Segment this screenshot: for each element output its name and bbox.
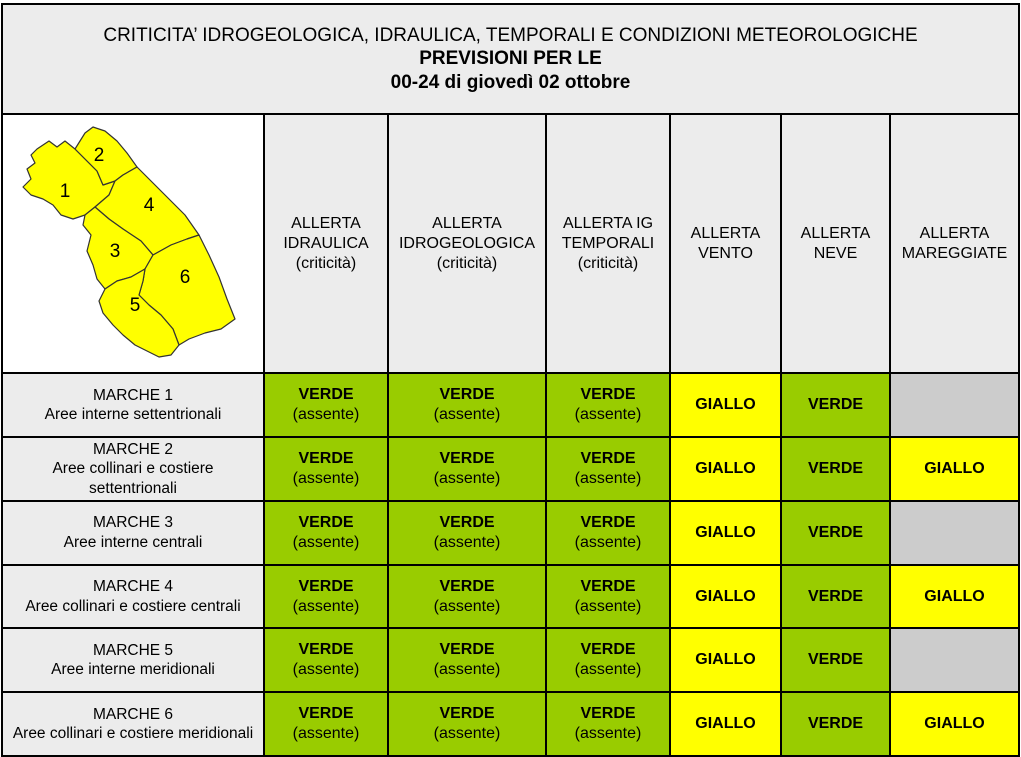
alert-level-note: (assente) bbox=[433, 406, 501, 424]
alert-level-cell bbox=[781, 692, 890, 756]
alert-level-cell bbox=[670, 565, 781, 629]
alert-level-label: VERDE bbox=[439, 386, 495, 404]
alert-level-label: VERDE bbox=[807, 651, 864, 669]
zone-name-cell bbox=[2, 437, 264, 501]
bulletin-title bbox=[2, 4, 1019, 114]
alert-level-label: GIALLO bbox=[695, 587, 756, 605]
column-header-text: ALLERTA bbox=[690, 224, 761, 242]
alert-level-note: (assente) bbox=[433, 470, 501, 488]
zone-name-cell bbox=[2, 628, 264, 692]
column-header-text: ALLERTA bbox=[800, 224, 871, 242]
title-line-1: CRITICITA’ IDROGEOLOGICA, IDRAULICA, TEMPORALI E CONDIZIONI METEOROLOGICHE bbox=[103, 24, 918, 46]
alert-level-label: VERDE bbox=[807, 587, 864, 605]
zone-row bbox=[2, 692, 1019, 756]
title-line-2: PREVISIONI PER LE bbox=[419, 48, 602, 70]
zone-name-text: MARCHE 2 bbox=[92, 440, 174, 458]
alert-level-label: VERDE bbox=[439, 450, 495, 468]
alert-level-label: VERDE bbox=[580, 577, 636, 595]
alert-level-note: (assente) bbox=[433, 533, 501, 551]
column-header-text: (criticità) bbox=[436, 254, 498, 272]
alert-level-cell bbox=[670, 373, 781, 437]
title-line-3: 00-24 di giovedì 02 ottobre bbox=[390, 72, 631, 94]
alert-level-label: VERDE bbox=[298, 641, 354, 659]
alert-level-note: (assente) bbox=[433, 597, 501, 615]
alert-level-label: VERDE bbox=[807, 715, 864, 733]
header-row bbox=[2, 114, 1019, 373]
zone-name-cell bbox=[2, 565, 264, 629]
column-header-text: VENTO bbox=[698, 244, 753, 262]
alert-level-label: GIALLO bbox=[924, 715, 985, 733]
zone-name-text: Aree collinari e costiere centrali bbox=[25, 597, 241, 615]
alert-level-label: VERDE bbox=[298, 386, 354, 404]
alert-level-cell bbox=[546, 565, 670, 629]
map-label-4: 4 bbox=[143, 194, 155, 216]
column-header-text: TEMPORALI bbox=[561, 234, 655, 252]
alert-level-label: VERDE bbox=[298, 450, 354, 468]
map-label-3: 3 bbox=[109, 240, 121, 262]
zone-name-text: MARCHE 4 bbox=[92, 578, 174, 596]
column-header-text: NEVE bbox=[813, 244, 858, 262]
alert-level-cell bbox=[890, 692, 1019, 756]
alert-level-cell bbox=[546, 501, 670, 565]
alert-level-label: VERDE bbox=[807, 460, 864, 478]
alert-level-label: VERDE bbox=[298, 705, 354, 723]
zone-name-text: Aree collinari e costiere bbox=[52, 460, 214, 478]
alert-level-cell bbox=[890, 437, 1019, 501]
alert-level-cell bbox=[890, 373, 1019, 437]
alert-level-cell bbox=[388, 501, 546, 565]
alert-level-label: VERDE bbox=[580, 641, 636, 659]
marche-zones-map bbox=[13, 119, 253, 369]
zone-name-text: MARCHE 1 bbox=[92, 386, 174, 404]
alert-level-cell bbox=[781, 565, 890, 629]
alert-level-note: (assente) bbox=[433, 725, 501, 743]
alert-level-label: GIALLO bbox=[695, 460, 756, 478]
alert-level-label: VERDE bbox=[807, 523, 864, 541]
zone-name-text: Aree interne settentrionali bbox=[44, 406, 222, 424]
alert-level-note: (assente) bbox=[292, 533, 360, 551]
zone-name-text: MARCHE 5 bbox=[92, 641, 174, 659]
alert-level-cell bbox=[781, 437, 890, 501]
column-header-6 bbox=[890, 114, 1019, 373]
alert-level-label: VERDE bbox=[439, 577, 495, 595]
alert-level-cell bbox=[388, 628, 546, 692]
alert-level-label: GIALLO bbox=[695, 651, 756, 669]
map-label-6: 6 bbox=[179, 266, 191, 288]
column-header-text: ALLERTA bbox=[919, 224, 990, 242]
alert-level-label: VERDE bbox=[439, 705, 495, 723]
column-header-text: ALLERTA bbox=[432, 214, 502, 232]
alert-level-cell bbox=[388, 692, 546, 756]
alert-level-cell bbox=[670, 501, 781, 565]
column-header-text: (criticità) bbox=[577, 254, 639, 272]
zone-name-text: settentrionali bbox=[89, 479, 177, 497]
alert-level-label: VERDE bbox=[298, 577, 354, 595]
alert-level-cell bbox=[388, 437, 546, 501]
alert-level-note: (assente) bbox=[292, 725, 360, 743]
alert-level-label: VERDE bbox=[439, 641, 495, 659]
title-row bbox=[2, 4, 1019, 114]
column-header-5 bbox=[781, 114, 890, 373]
zone-row bbox=[2, 565, 1019, 629]
alert-level-cell bbox=[546, 373, 670, 437]
alert-level-cell bbox=[388, 565, 546, 629]
zone-map-cell bbox=[2, 114, 264, 373]
column-header-text: IDRAULICA bbox=[283, 234, 369, 252]
alert-level-cell bbox=[546, 628, 670, 692]
alert-level-note: (assente) bbox=[574, 533, 642, 551]
column-header-4 bbox=[670, 114, 781, 373]
alert-level-label: VERDE bbox=[580, 386, 636, 404]
alert-level-cell bbox=[781, 501, 890, 565]
alert-level-note: (assente) bbox=[574, 725, 642, 743]
alert-level-cell bbox=[670, 692, 781, 756]
zone-name-text: Aree interne meridionali bbox=[51, 661, 215, 679]
alert-level-label: GIALLO bbox=[924, 587, 985, 605]
alert-level-label: VERDE bbox=[580, 705, 636, 723]
alert-level-cell bbox=[546, 437, 670, 501]
zone-name-text: Aree collinari e costiere meridionali bbox=[12, 725, 254, 743]
alert-level-note: (assente) bbox=[292, 597, 360, 615]
column-header-text: MAREGGIATE bbox=[901, 244, 1008, 262]
map-label-2: 2 bbox=[93, 144, 105, 166]
column-header-text: IDROGEOLOGICA bbox=[398, 234, 536, 252]
zone-row bbox=[2, 501, 1019, 565]
zone-name-text: MARCHE 6 bbox=[92, 705, 174, 723]
zone-row bbox=[2, 373, 1019, 437]
alert-level-label: VERDE bbox=[439, 513, 495, 531]
alert-level-note: (assente) bbox=[433, 661, 501, 679]
alert-level-cell bbox=[670, 628, 781, 692]
alert-table bbox=[1, 3, 1020, 757]
alert-level-cell bbox=[264, 692, 388, 756]
alert-level-cell bbox=[264, 437, 388, 501]
alert-level-note: (assente) bbox=[292, 661, 360, 679]
alert-level-cell bbox=[781, 373, 890, 437]
alert-level-cell bbox=[890, 501, 1019, 565]
column-header-text: ALLERTA IG bbox=[562, 214, 654, 232]
alert-level-label: GIALLO bbox=[695, 396, 756, 414]
alert-level-cell bbox=[264, 628, 388, 692]
zone-name-text: Aree interne centrali bbox=[63, 533, 203, 551]
alert-level-cell bbox=[670, 437, 781, 501]
zone-row bbox=[2, 437, 1019, 501]
alert-level-label: VERDE bbox=[298, 513, 354, 531]
alert-level-cell bbox=[264, 565, 388, 629]
column-header-3 bbox=[546, 114, 670, 373]
alert-level-label: GIALLO bbox=[695, 715, 756, 733]
zone-name-cell bbox=[2, 692, 264, 756]
zone-name-cell bbox=[2, 373, 264, 437]
alert-level-label: VERDE bbox=[807, 396, 864, 414]
alert-level-label: VERDE bbox=[580, 513, 636, 531]
alert-level-cell bbox=[890, 628, 1019, 692]
map-label-5: 5 bbox=[129, 294, 141, 316]
zone-row bbox=[2, 628, 1019, 692]
alert-level-label: VERDE bbox=[580, 450, 636, 468]
alert-level-note: (assente) bbox=[574, 597, 642, 615]
column-header-text: ALLERTA bbox=[291, 214, 361, 232]
alert-level-cell bbox=[388, 373, 546, 437]
column-header-text: (criticità) bbox=[295, 254, 357, 272]
alert-level-label: GIALLO bbox=[924, 460, 985, 478]
alert-level-note: (assente) bbox=[574, 470, 642, 488]
alert-level-cell bbox=[264, 501, 388, 565]
map-label-1: 1 bbox=[59, 180, 71, 202]
alert-level-label: GIALLO bbox=[695, 523, 756, 541]
alert-level-cell bbox=[546, 692, 670, 756]
column-header-2 bbox=[388, 114, 546, 373]
alert-level-cell bbox=[890, 565, 1019, 629]
zone-name-cell bbox=[2, 501, 264, 565]
alert-level-note: (assente) bbox=[292, 470, 360, 488]
column-header-1 bbox=[264, 114, 388, 373]
alert-level-cell bbox=[264, 373, 388, 437]
alert-level-note: (assente) bbox=[292, 406, 360, 424]
alert-level-note: (assente) bbox=[574, 406, 642, 424]
zone-name-text: MARCHE 3 bbox=[92, 514, 174, 532]
alert-level-note: (assente) bbox=[574, 661, 642, 679]
alert-level-cell bbox=[781, 628, 890, 692]
